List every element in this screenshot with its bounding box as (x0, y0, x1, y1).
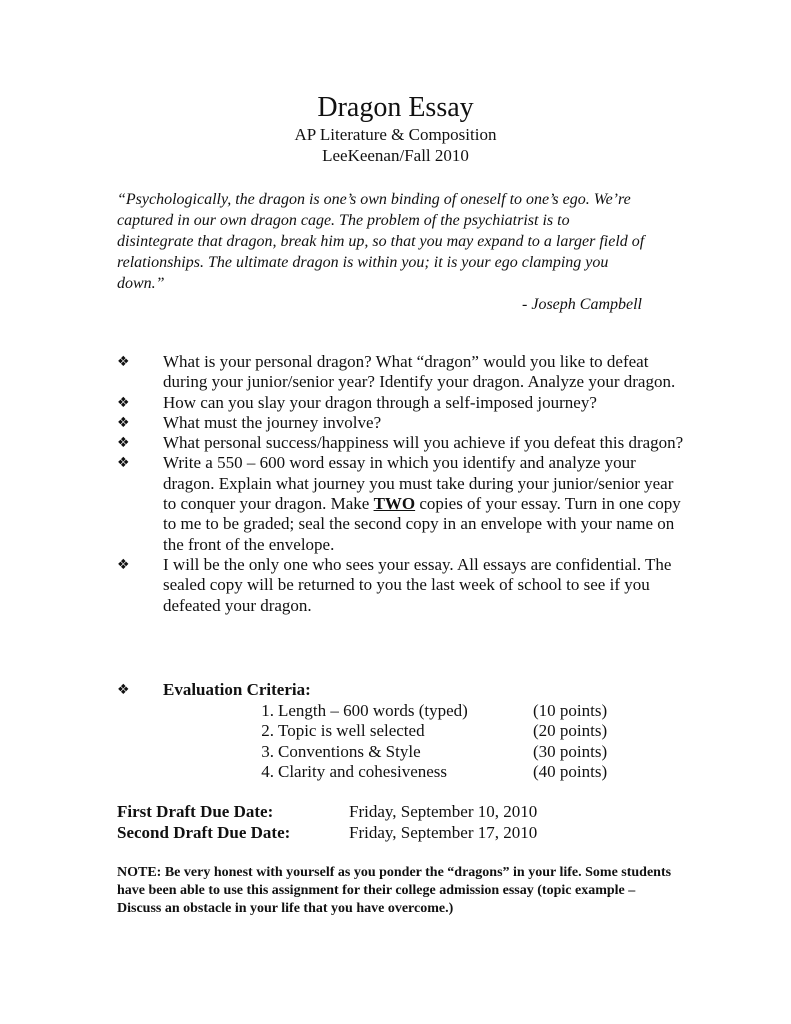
bullet-text-before: Write a 550 – 600 word essay in which you identify and analyze your dragon. Explain what journey you must take during your junior/senior year to conquer your dragon. Make (163, 453, 674, 514)
diamond-bullet-icon: ❖ (117, 354, 130, 370)
diamond-bullet-icon: ❖ (117, 556, 130, 573)
criteria-number: 2. (261, 721, 274, 741)
criteria-points: (10 points) (533, 701, 608, 720)
first-draft-label: First Draft Due Date: (117, 802, 274, 821)
bullet-text (163, 453, 681, 553)
campbell-quote: “Psychologically, the dragon is one’s own binding of oneself to one’s ego. We’re captured in our own dragon cage. The problem of the psychiatrist is to disintegrate that dragon, break him up, so that you may expand to a larger field of relationships. The ultimate dragon is within you; it is your ego clamping you down.” (117, 191, 645, 292)
criteria-row (250, 701, 630, 721)
criteria-text: Clarity and cohesiveness (278, 761, 448, 781)
criteria-number: 3. (261, 741, 274, 761)
diamond-bullet-icon: ❖ (117, 414, 130, 431)
bullet-text: What personal success/happiness will you achieve if you defeat this dragon? (163, 433, 684, 453)
page-title: Dragon Essay (317, 92, 474, 123)
list-item (117, 453, 687, 554)
criteria-text: Length – 600 words (typed) (278, 701, 468, 720)
criteria-row (250, 721, 630, 741)
criteria-points: (20 points) (533, 721, 608, 741)
list-item (117, 352, 687, 393)
criteria-row (250, 762, 630, 782)
diamond-bullet-icon: ❖ (117, 455, 130, 472)
criteria-row (250, 742, 630, 762)
list-item (117, 413, 687, 433)
criteria-text: Topic is well selected (278, 721, 425, 741)
diamond-bullet-icon: ❖ (117, 682, 130, 698)
criteria-number: 1. (261, 701, 274, 720)
diamond-bullet-icon: ❖ (117, 435, 130, 452)
second-draft-date: Friday, September 17, 2010 (349, 823, 538, 842)
honesty-note: NOTE: Be very honest with yourself as you ponder the “dragons” in your life. Some students have been able to use this assignment for their college admission essay (topic example – Discuss an obstacle in your life that you have overcome.) (117, 865, 672, 916)
criteria-number: 4. (261, 761, 274, 781)
evaluation-heading-label: Evaluation Criteria: (163, 680, 311, 699)
list-item (117, 555, 687, 616)
list-item (117, 393, 687, 413)
criteria-points: (40 points) (533, 761, 608, 781)
quote-attribution: - Joseph Campbell (522, 296, 642, 313)
first-draft-date: Friday, September 10, 2010 (349, 802, 538, 821)
second-draft-label: Second Draft Due Date: (117, 823, 291, 842)
bullet-text-after: copies of your essay. Turn in one copy to me to be graded; seal the second copy in an envelope with your name on the front of the envelope. (163, 494, 681, 554)
teacher-term: LeeKeenan/Fall 2010 (322, 146, 469, 165)
list-item (117, 433, 687, 453)
course-name: AP Literature & Composition (294, 125, 497, 144)
criteria-text: Conventions & Style (278, 741, 421, 761)
bullet-text: What is your personal dragon? What “dragon” would you like to defeat during your junior/senior year? Identify your dragon. Analyze your dragon. (163, 352, 676, 392)
bullet-text: What must the journey involve? (163, 412, 382, 432)
assignment-bullets (117, 352, 687, 616)
diamond-bullet-icon: ❖ (117, 394, 130, 411)
criteria-points: (30 points) (533, 741, 608, 761)
emphasis-two: TWO (373, 494, 416, 514)
evaluation-criteria-list (250, 701, 630, 782)
bullet-text: How can you slay your dragon through a self-imposed journey? (163, 392, 597, 412)
bullet-text: I will be the only one who sees your essay. All essays are confidential. The sealed copy will be returned to you the last week of school to see if you defeated your dragon. (163, 554, 672, 615)
